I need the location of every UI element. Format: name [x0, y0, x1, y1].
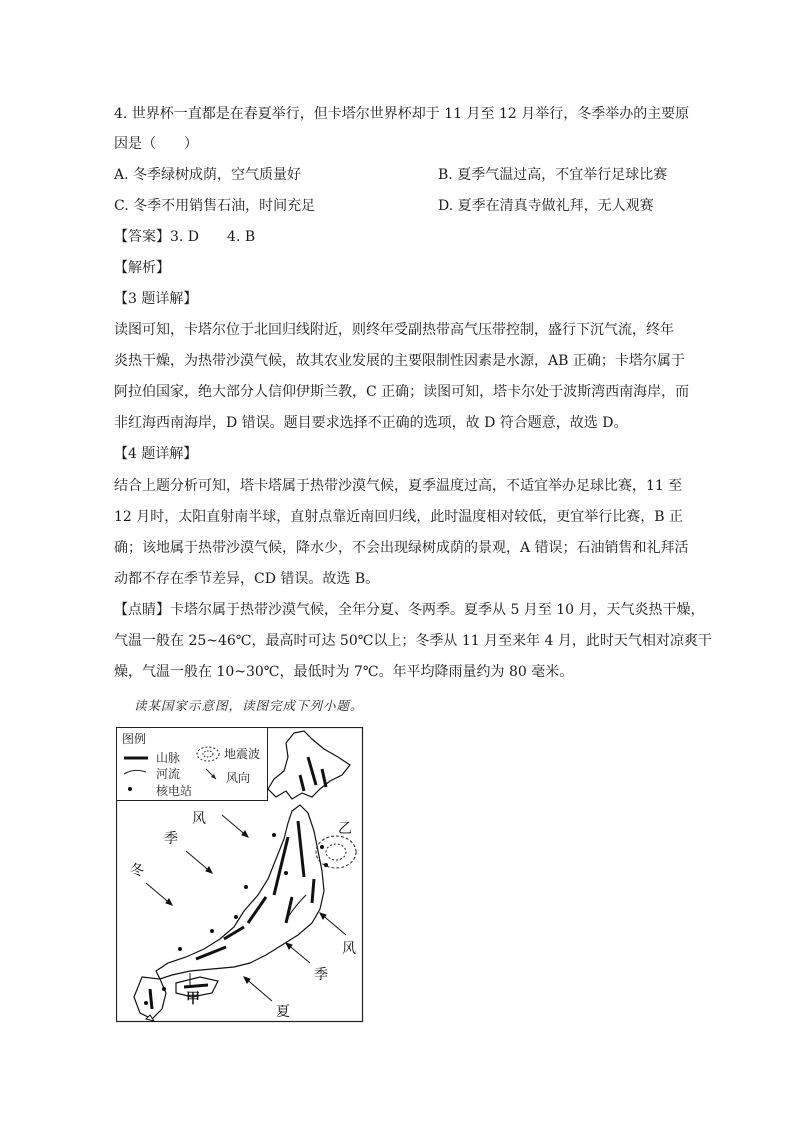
summer-char-3: 夏 [276, 1003, 290, 1019]
q3-detail-line: 炎热干燥，为热带沙漠气候，故其农业发展的主要限制性因素是水源，AB 正确；卡塔尔属于 [114, 353, 685, 369]
legend-river: 河流 [156, 767, 181, 781]
comment-line: 燥，气温一般在 10~30℃，最低时为 7℃。年平均降雨量约为 80 毫米。 [114, 664, 574, 680]
comment-row [114, 600, 705, 620]
option-c: C. 冬季不用销售石油，时间充足 [114, 198, 316, 214]
q3-detail-label: 【3 题详解】 [114, 291, 198, 307]
analysis-label: 【解析】 [114, 260, 170, 276]
winter-char-2: 季 [164, 830, 178, 846]
winter-char-3: 冬 [130, 862, 144, 878]
legend-earthquake: 地震波 [224, 747, 261, 761]
comment-text: 卡塔尔属于热带沙漠气候，全年分夏、冬两季。夏季从 5 月至 10 月，天气炎热干燥， [170, 602, 705, 618]
legend-nuclear: 核电站 [156, 784, 193, 798]
summer-char-2: 季 [314, 966, 328, 982]
question-4-line-2: 因是（ ） [114, 136, 198, 152]
option-d: D. 夏季在清真寺做礼拜，无人观赛 [438, 198, 654, 214]
legend-wind: 风向 [226, 771, 251, 785]
q4-detail-line: 确；该地属于热带沙漠气候，降水少，不会出现绿树成荫的景观，A 错误；石油销售和礼拜活 [114, 540, 689, 556]
answer-label: 【答案】 [114, 229, 170, 245]
option-b: B. 夏季气温过高，不宜举行足球比赛 [438, 167, 668, 183]
q3-detail-line: 非红海西南海岸，D 错误。题目要求选择不正确的选项，故 D 符合题意，故选 D。 [114, 415, 628, 431]
question-4-line-1: 4. 世界杯一直都是在春夏举行，但卡塔尔世界杯却于 11 月至 12 月举行，冬季举办的主要原 [114, 106, 690, 122]
label-jia: 甲 [186, 990, 200, 1006]
map-instruction: 读某国家示意图，读图完成下列小题。 [134, 698, 364, 713]
legend-title: 图例 [122, 732, 147, 746]
winter-char-1: 风 [192, 810, 206, 826]
legend-mountain: 山脉 [156, 751, 181, 765]
comment-line: 气温一般在 25~46℃，最高时可达 50℃以上；冬季从 11 月至来年 4 月，此时天气相对凉爽干 [114, 633, 712, 649]
option-a: A. 冬季绿树成荫，空气质量好 [114, 167, 302, 183]
summer-char-1: 风 [342, 940, 356, 956]
comment-label: 【点睛】 [114, 602, 170, 618]
q4-detail-line: 动都不存在季节差异，CD 错误。故选 B。 [114, 571, 380, 587]
q4-detail-line: 12 月时，太阳直射南半球，直射点靠近南回归线，此时温度相对较低，更宜举行比赛，B 正 [114, 509, 684, 525]
q3-detail-line: 读图可知，卡塔尔位于北回归线附近，则终年受副热带高气压带控制，盛行下沉气流，终年 [114, 322, 674, 338]
nuclear-legend-icon [128, 787, 132, 791]
answer-text: 3. D 4. B [170, 229, 256, 245]
q4-detail-line: 结合上题分析可知，塔卡塔属于热带沙漠气候，夏季温度过高，不适宜举办足球比赛，11 至 [114, 478, 683, 494]
japan-map-figure [116, 727, 364, 1023]
q3-detail-line: 阿拉伯国家，绝大部分人信仰伊斯兰教，C 正确；读图可知，塔卡尔处于波斯湾西南海岸，而 [114, 384, 690, 400]
answer-row [114, 227, 255, 247]
label-yi: 乙 [338, 820, 352, 836]
q4-detail-label: 【4 题详解】 [114, 446, 198, 462]
